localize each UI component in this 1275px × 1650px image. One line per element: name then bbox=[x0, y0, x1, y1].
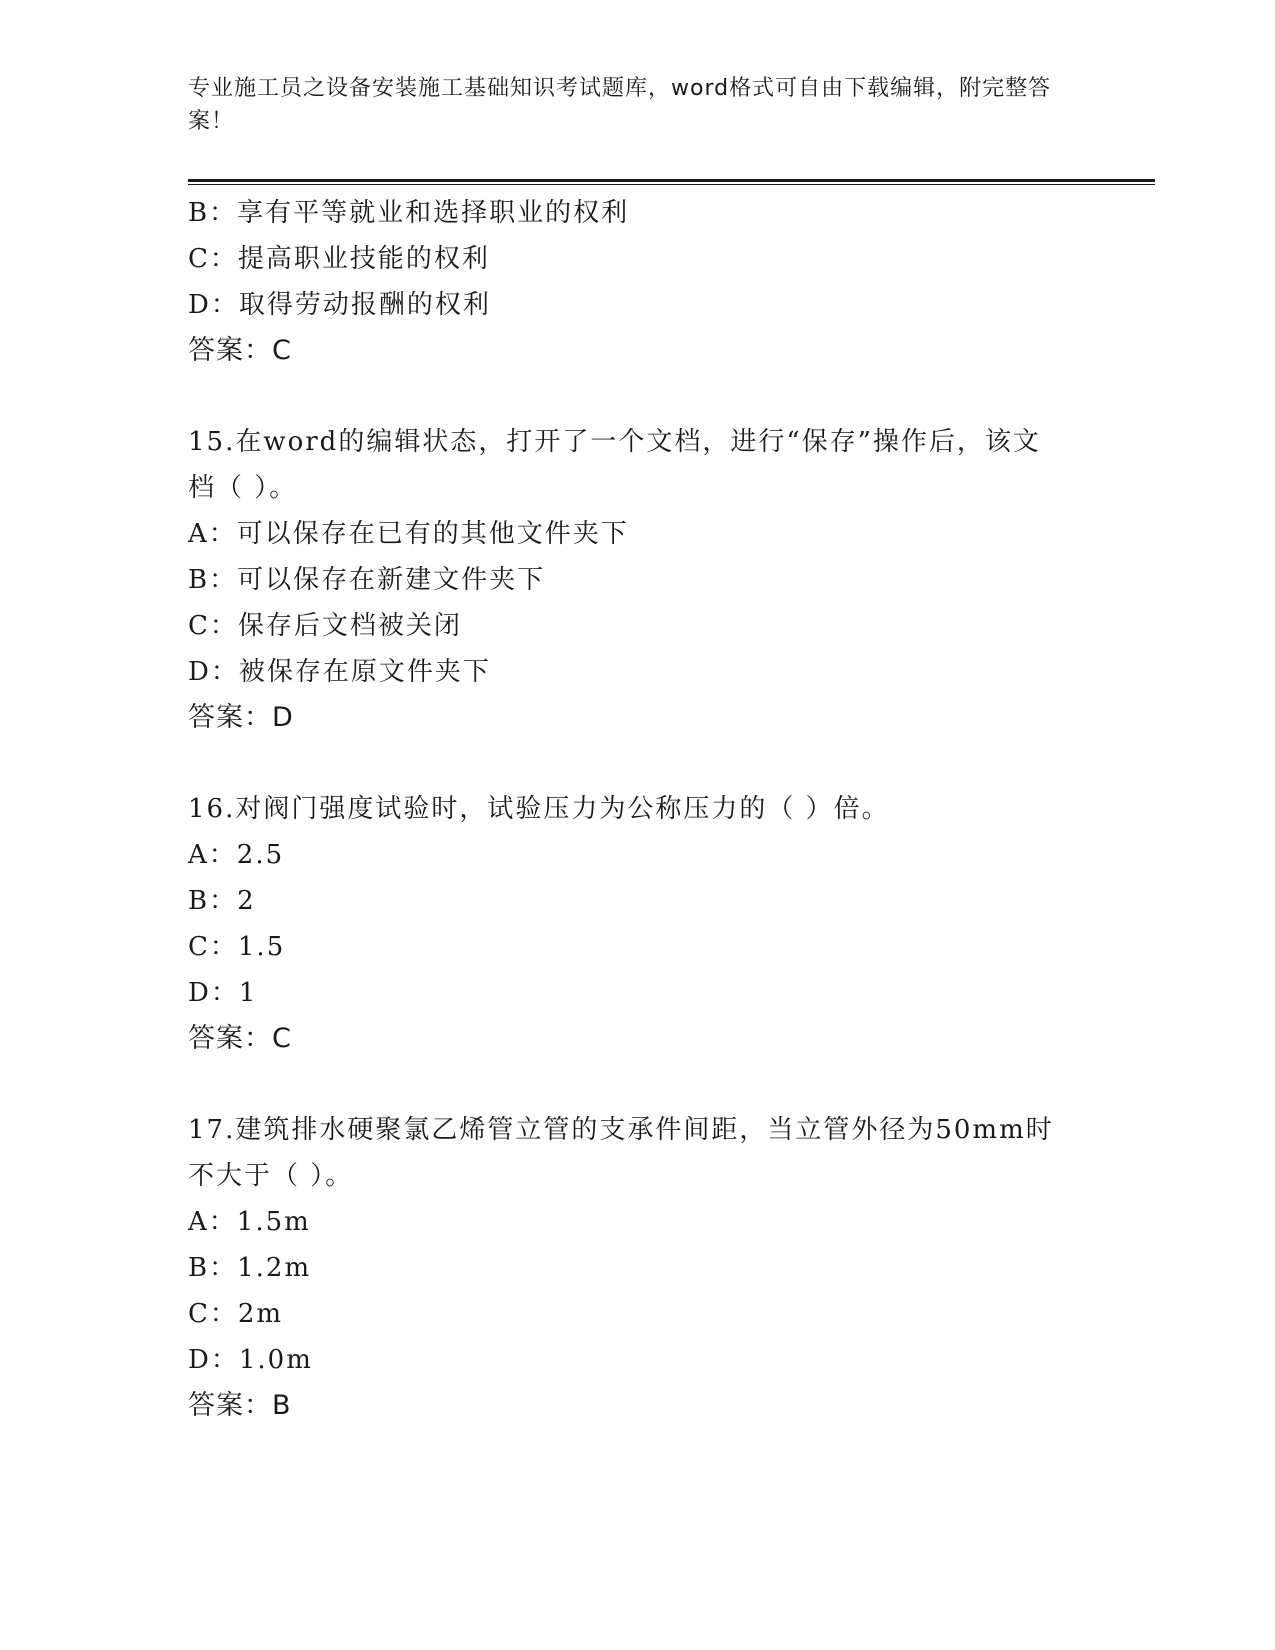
option-a: A：2.5 bbox=[188, 840, 285, 870]
question-content bbox=[188, 190, 1088, 1429]
option-a: A：可以保存在已有的其他文件夹下 bbox=[188, 519, 629, 549]
option-b: B：2 bbox=[188, 886, 256, 916]
option-b: B：可以保存在新建文件夹下 bbox=[188, 565, 546, 595]
option-d: D：1 bbox=[188, 978, 258, 1008]
option-b: B：1.2m bbox=[188, 1253, 312, 1283]
option-a: A：1.5m bbox=[188, 1207, 311, 1237]
option-b: B：享有平等就业和选择职业的权利 bbox=[188, 198, 630, 228]
question-text: 15.在word的编辑状态，打开了一个文档，进行“保存”操作后，该文档（ ）。 bbox=[188, 427, 1041, 503]
option-c: C：提高职业技能的权利 bbox=[188, 244, 490, 274]
question-text: 17.建筑排水硬聚氯乙烯管立管的支承件间距，当立管外径为50mm时不大于（ ）。 bbox=[188, 1115, 1054, 1191]
header-divider-thick bbox=[188, 179, 1155, 182]
header-divider-thin bbox=[188, 184, 1155, 185]
option-d: D：取得劳动报酬的权利 bbox=[188, 290, 491, 320]
answer-line: 答案：D bbox=[188, 702, 294, 733]
question-15 bbox=[188, 419, 1088, 741]
question-17 bbox=[188, 1107, 1088, 1429]
answer-line: 答案：C bbox=[188, 1023, 292, 1054]
question-16 bbox=[188, 786, 1088, 1062]
previous-question-options bbox=[188, 190, 1088, 374]
question-text: 16.对阀门强度试验时，试验压力为公称压力的（ ）倍。 bbox=[188, 794, 890, 824]
answer-line: 答案：C bbox=[188, 335, 292, 366]
option-c: C：1.5 bbox=[188, 932, 286, 962]
option-d: D：被保存在原文件夹下 bbox=[188, 657, 491, 687]
option-c: C：保存后文档被关闭 bbox=[188, 611, 462, 641]
option-d: D：1.0m bbox=[188, 1345, 313, 1375]
option-c: C：2m bbox=[188, 1299, 284, 1329]
document-header: 专业施工员之设备安装施工基础知识考试题库，word格式可自由下载编辑，附完整答案！ bbox=[188, 76, 1052, 134]
answer-line: 答案：B bbox=[188, 1390, 292, 1421]
